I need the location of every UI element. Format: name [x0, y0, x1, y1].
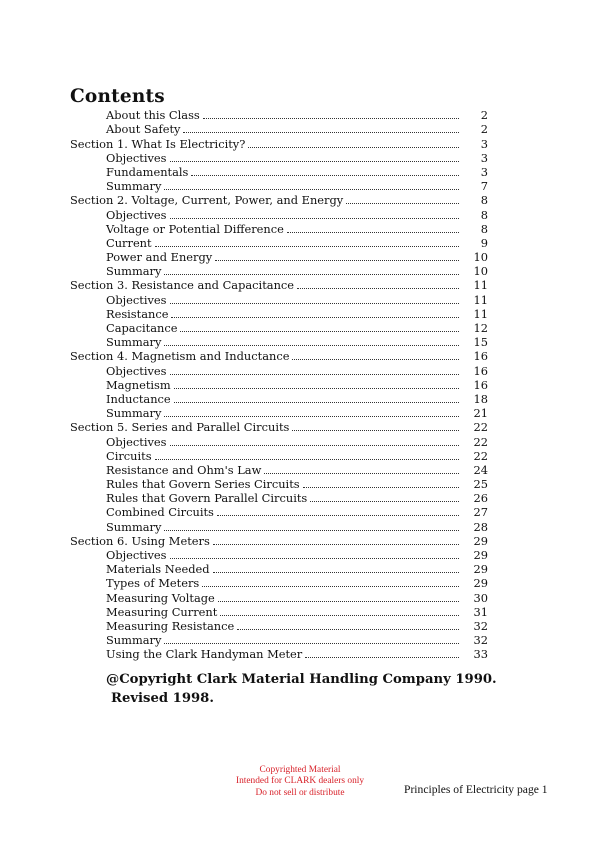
toc-entry-label: Rules that Govern Parallel Circuits — [106, 491, 308, 506]
notice-line: Copyrighted Material — [259, 765, 341, 775]
table-of-contents — [70, 108, 488, 661]
toc-dot-leader — [237, 628, 459, 630]
toc-entry-label: About this Class — [106, 108, 200, 123]
toc-dot-leader — [191, 174, 459, 176]
copyright-line-2: Revised 1998. — [111, 691, 214, 706]
toc-page-number: 29 — [473, 548, 488, 562]
toc-page-number: 8 — [480, 207, 488, 222]
toc-dot-leader — [155, 245, 459, 247]
toc-subsection-entry — [70, 321, 488, 335]
toc-subsection-entry — [70, 122, 488, 136]
toc-subsection-entry — [70, 548, 488, 562]
toc-page-number: 10 — [473, 250, 488, 265]
toc-page-number: 3 — [480, 150, 488, 165]
toc-subsection-entry — [70, 605, 488, 619]
toc-dot-leader — [346, 202, 459, 204]
toc-entry-label: Objectives — [106, 207, 167, 222]
toc-dot-leader — [215, 259, 459, 261]
toc-dot-leader — [248, 146, 459, 148]
toc-dot-leader — [287, 231, 459, 233]
toc-entry-label: Using the Clark Handyman Meter — [106, 647, 303, 662]
toc-section-entry — [70, 136, 488, 150]
toc-dot-leader — [203, 117, 459, 119]
toc-entry-label: Types of Meters — [106, 576, 200, 591]
toc-entry-label: Resistance — [106, 306, 169, 321]
toc-subsection-entry — [70, 250, 488, 264]
toc-entry-label: Capacitance — [106, 321, 178, 335]
toc-dot-leader — [164, 344, 459, 346]
toc-subsection-entry — [70, 179, 488, 193]
toc-subsection-entry — [70, 463, 488, 477]
toc-entry-label: Objectives — [106, 292, 167, 307]
toc-subsection-entry — [70, 434, 488, 448]
toc-page-number: 2 — [480, 122, 488, 137]
toc-subsection-entry — [70, 292, 488, 306]
toc-dot-leader — [303, 486, 459, 488]
toc-entry-label: Resistance and Ohm's Law — [106, 462, 262, 477]
toc-page-number: 29 — [473, 562, 488, 577]
toc-subsection-entry — [70, 392, 488, 406]
toc-page-number: 25 — [473, 477, 488, 492]
toc-entry-label: Section 2. Voltage, Current, Power, and Energy — [70, 193, 344, 208]
toc-entry-label: Inductance — [106, 391, 171, 406]
copyright-line-1: @Copyright Clark Material Handling Company 1990. — [106, 672, 497, 687]
notice-line: Intended for CLARK dealers only — [235, 776, 365, 787]
toc-entry-label: Magnetism — [106, 377, 171, 392]
toc-entry-label: About Safety — [106, 122, 181, 137]
toc-page-number: 12 — [473, 321, 488, 335]
toc-dot-leader — [297, 287, 459, 289]
toc-entry-label: Objectives — [106, 150, 167, 165]
toc-page-number: 18 — [473, 391, 488, 406]
toc-section-entry — [70, 420, 488, 434]
toc-subsection-entry — [70, 519, 488, 533]
toc-entry-label: Summary — [106, 335, 162, 350]
toc-dot-leader — [213, 543, 459, 545]
toc-page-number: 32 — [473, 633, 488, 648]
toc-entry-label: Measuring Current — [106, 604, 218, 619]
toc-subsection-entry — [70, 505, 488, 519]
toc-entry-label: Section 5. Series and Parallel Circuits — [70, 420, 290, 435]
toc-subsection-entry — [70, 222, 488, 236]
toc-dot-leader — [213, 571, 459, 573]
toc-section-entry — [70, 278, 488, 292]
toc-entry-label: Circuits — [106, 448, 152, 463]
toc-dot-leader — [183, 131, 459, 133]
toc-subsection-entry — [70, 165, 488, 179]
toc-subsection-entry — [70, 647, 488, 661]
toc-page-number: 16 — [473, 377, 488, 392]
toc-page-number: 11 — [473, 292, 488, 307]
toc-dot-leader — [164, 188, 459, 190]
toc-page-number: 22 — [473, 434, 488, 449]
toc-entry-label: Voltage or Potential Difference — [106, 221, 284, 236]
toc-page-number: 3 — [480, 136, 488, 151]
contents-heading: Contents — [70, 86, 165, 107]
toc-section-entry — [70, 534, 488, 548]
toc-entry-label: Summary — [106, 519, 162, 534]
toc-dot-leader — [170, 444, 459, 446]
toc-dot-leader — [180, 330, 459, 332]
toc-page-number: 33 — [473, 647, 488, 662]
toc-entry-label: Power and Energy — [106, 250, 213, 265]
toc-dot-leader — [155, 458, 459, 460]
toc-page-number: 29 — [473, 533, 488, 548]
toc-page-number: 2 — [480, 108, 488, 123]
toc-dot-leader — [170, 217, 459, 219]
toc-page-number: 30 — [473, 590, 488, 605]
toc-subsection-entry — [70, 236, 488, 250]
page-footer: Principles of Electricity page 1 — [404, 783, 548, 796]
toc-page-number: 16 — [473, 363, 488, 378]
toc-entry-label: Rules that Govern Series Circuits — [106, 477, 300, 492]
toc-page-number: 8 — [480, 193, 488, 208]
toc-subsection-entry — [70, 335, 488, 349]
toc-page-number: 31 — [473, 604, 488, 619]
toc-subsection-entry — [70, 108, 488, 122]
toc-dot-leader — [218, 600, 459, 602]
toc-page-number: 9 — [480, 235, 488, 250]
toc-subsection-entry — [70, 590, 488, 604]
toc-subsection-entry — [70, 151, 488, 165]
toc-entry-label: Materials Needed — [106, 562, 210, 577]
toc-dot-leader — [170, 557, 459, 559]
toc-page-number: 11 — [473, 306, 488, 321]
toc-entry-label: Summary — [106, 179, 162, 194]
toc-page-number: 3 — [480, 164, 488, 179]
toc-entry-label: Combined Circuits — [106, 505, 214, 520]
toc-subsection-entry — [70, 477, 488, 491]
notice-line: Do not sell or distribute — [255, 787, 345, 798]
toc-dot-leader — [292, 358, 459, 360]
toc-section-entry — [70, 349, 488, 363]
toc-subsection-entry — [70, 449, 488, 463]
toc-entry-label: Objectives — [106, 363, 167, 378]
toc-dot-leader — [170, 160, 459, 162]
toc-entry-label: Objectives — [106, 548, 167, 562]
toc-page-number: 32 — [473, 618, 488, 633]
toc-subsection-entry — [70, 633, 488, 647]
toc-entry-label: Section 4. Magnetism and Inductance — [70, 349, 290, 364]
toc-dot-leader — [174, 387, 459, 389]
toc-entry-label: Fundamentals — [106, 164, 189, 179]
toc-subsection-entry — [70, 491, 488, 505]
toc-dot-leader — [171, 316, 459, 318]
toc-dot-leader — [164, 529, 459, 531]
toc-subsection-entry — [70, 562, 488, 576]
toc-dot-leader — [170, 373, 459, 375]
toc-page-number: 24 — [473, 462, 488, 477]
toc-dot-leader — [305, 656, 459, 658]
toc-dot-leader — [220, 614, 459, 616]
toc-subsection-entry — [70, 378, 488, 392]
copyright-notice-stamp — [225, 765, 375, 799]
toc-entry-label: Measuring Resistance — [106, 618, 235, 633]
toc-subsection-entry — [70, 576, 488, 590]
toc-subsection-entry — [70, 207, 488, 221]
toc-entry-label: Section 3. Resistance and Capacitance — [70, 278, 295, 293]
copyright-statement — [106, 670, 497, 708]
toc-entry-label: Objectives — [106, 434, 167, 449]
toc-dot-leader — [217, 514, 459, 516]
toc-dot-leader — [310, 500, 459, 502]
toc-page-number: 28 — [473, 519, 488, 534]
toc-page-number: 27 — [473, 505, 488, 520]
toc-page-number: 16 — [473, 349, 488, 364]
toc-subsection-entry — [70, 363, 488, 377]
toc-page-number: 10 — [473, 264, 488, 279]
toc-dot-leader — [164, 273, 459, 275]
toc-dot-leader — [164, 415, 459, 417]
toc-page-number: 15 — [473, 335, 488, 350]
toc-subsection-entry — [70, 619, 488, 633]
toc-dot-leader — [164, 642, 459, 644]
toc-page-number: 7 — [480, 179, 488, 194]
toc-page-number: 22 — [473, 448, 488, 463]
toc-dot-leader — [202, 585, 459, 587]
toc-entry-label: Summary — [106, 633, 162, 648]
toc-page-number: 26 — [473, 491, 488, 506]
toc-page-number: 8 — [480, 221, 488, 236]
toc-entry-label: Current — [106, 235, 152, 250]
toc-subsection-entry — [70, 307, 488, 321]
toc-entry-label: Summary — [106, 264, 162, 279]
toc-entry-label: Summary — [106, 406, 162, 421]
toc-subsection-entry — [70, 264, 488, 278]
toc-page-number: 29 — [473, 576, 488, 591]
toc-entry-label: Section 6. Using Meters — [70, 533, 210, 548]
toc-section-entry — [70, 193, 488, 207]
toc-subsection-entry — [70, 406, 488, 420]
toc-dot-leader — [264, 472, 459, 474]
toc-dot-leader — [170, 302, 459, 304]
toc-page-number: 22 — [473, 420, 488, 435]
toc-entry-label: Section 1. What Is Electricity? — [70, 136, 246, 151]
toc-dot-leader — [292, 429, 459, 431]
toc-dot-leader — [174, 401, 459, 403]
toc-entry-label: Measuring Voltage — [106, 590, 215, 605]
toc-page-number: 21 — [473, 406, 488, 421]
toc-page-number: 11 — [473, 278, 488, 293]
